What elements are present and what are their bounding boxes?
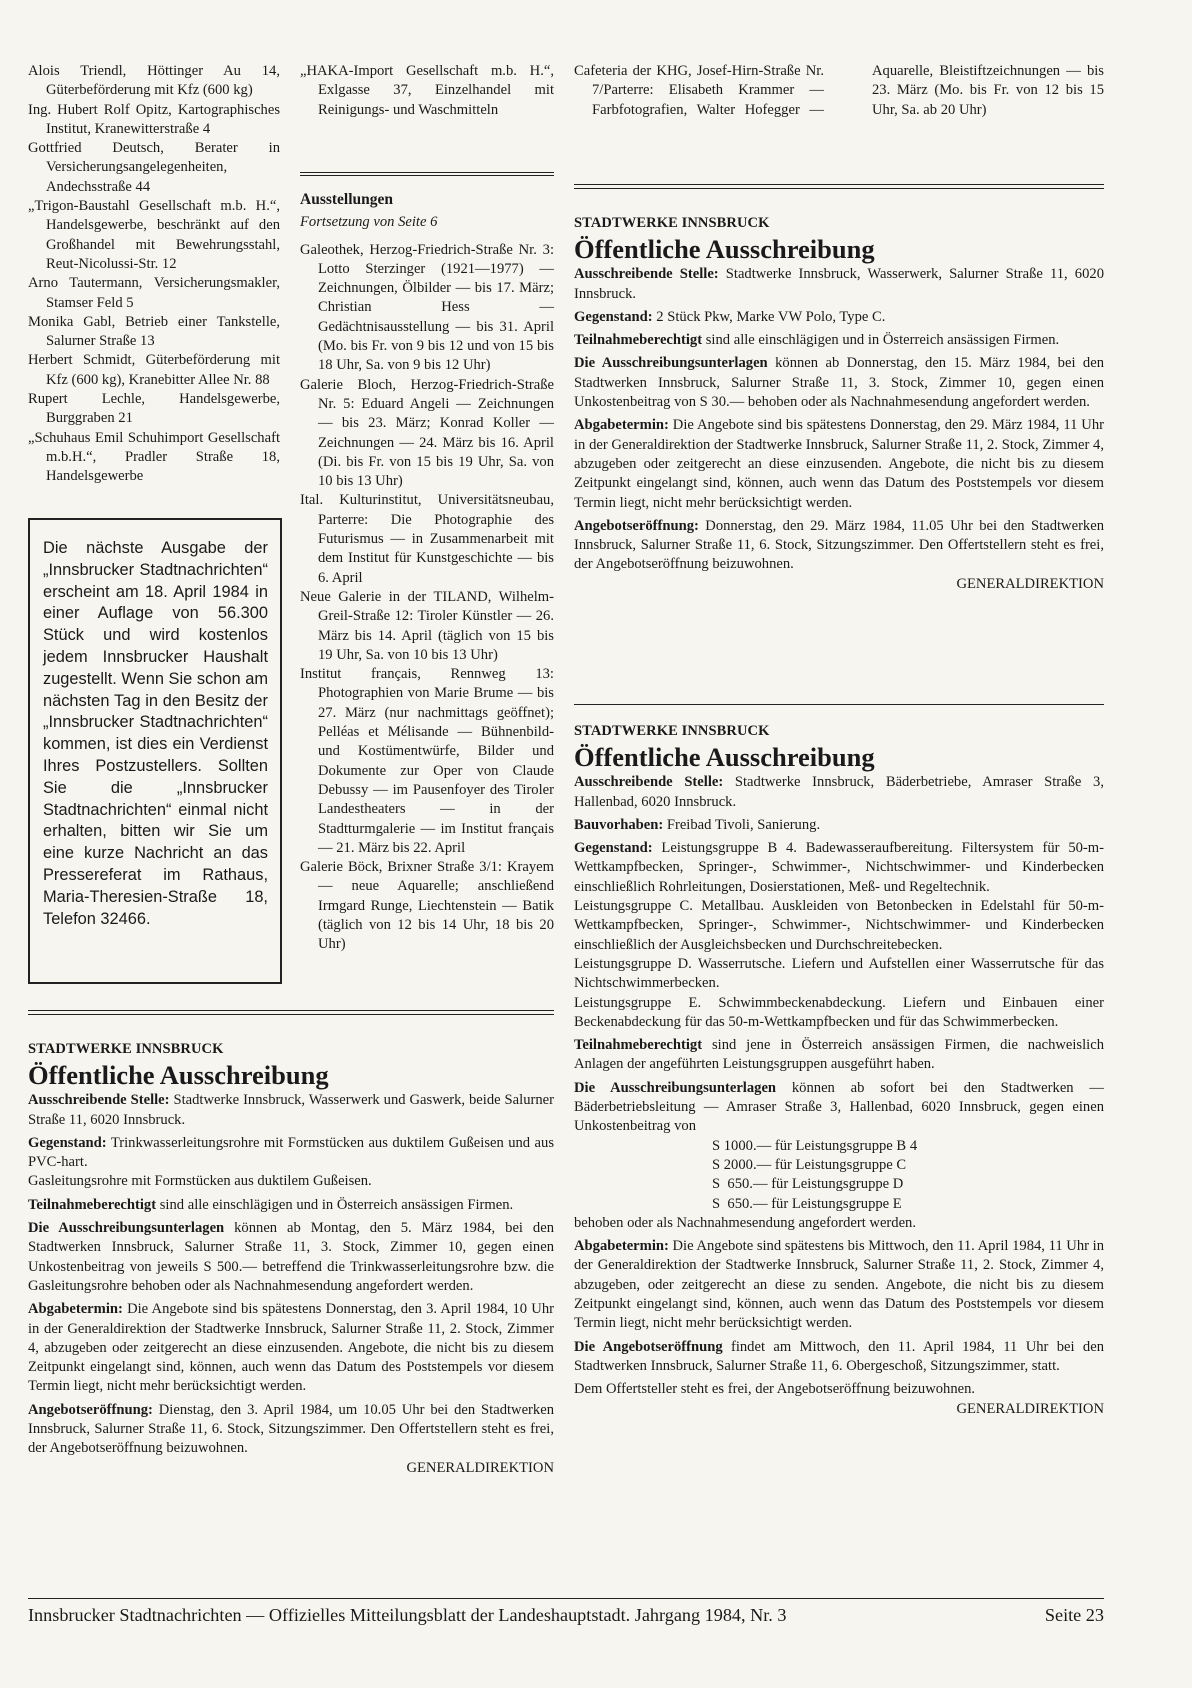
tender-paragraph: Leistungsgruppe E. Schwimmbeckenabdeckung. Liefern und Einbauen einer Beckenabdeckung für das 50-m-Wettkampfbecken und für das Schwimmerbecken. bbox=[574, 994, 1104, 1030]
section-label: STADTWERKE INNSBRUCK bbox=[574, 215, 770, 231]
section-label: STADTWERKE INNSBRUCK bbox=[574, 723, 770, 739]
tender-paragraph: Gegenstand: Leistungsgruppe B 4. Badewasseraufbereitung. Filtersystem für 50-m-Wettkampfbecken, Springer-, Schwimmer-, Nichtschwimmer- und Kinderbecken einschließlich Rohrleitungen, Dosierstationen, Meß- und Regeltechnik. bbox=[574, 840, 1104, 895]
tender-notice-vehicles bbox=[574, 214, 1104, 594]
registry-column-2 bbox=[300, 62, 554, 120]
registry-entry: „Trigon-Baustahl Gesellschaft m.b. H.“, Handelsgewerbe, beschränkt auf den Großhandel mit Bewehrungsstahl, Reut-Nicolussi-Str. 12 bbox=[28, 198, 280, 272]
page-footer bbox=[28, 1604, 1104, 1626]
tender-paragraph: Leistungsgruppe D. Wasserrutsche. Liefern und Aufstellen einer Wasserrutsche für das Nichtschwimmerbecken. bbox=[574, 955, 1104, 992]
section-label: STADTWERKE INNSBRUCK bbox=[28, 1041, 224, 1057]
section-heading: Öffentliche Ausschreibung bbox=[574, 742, 875, 773]
exhibition-entry: Institut français, Rennweg 13: Photographien von Marie Brume — bis 27. März (nur nachmittags geöffnet); Pelléas et Mélisande — Bühnenbild- und Kostümentwürfe, Bilder und Dokumente zur Oper von Claude Debussy — im Pausenfoyer des Tiroler Landestheaters — in der Stadtturmgalerie — im Institut français — 21. März bis 22. April bbox=[300, 666, 554, 856]
footer-publication: Innsbrucker Stadtnachrichten — Offizielles Mitteilungsblatt der Landeshauptstadt. Jahrgang 1984, Nr. 3 bbox=[28, 1605, 787, 1625]
registry-column-1 bbox=[28, 62, 280, 487]
section-divider bbox=[574, 704, 1104, 705]
notice-text: Die nächste Ausgabe der „Innsbrucker Stadtnachrichten“ erscheint am 18. April 1984 in einer Auflage von 56.300 Stück und wird kostenlos jedem Innsbrucker Haushalt zugestellt. Wenn Sie schon am nächsten Tag in den Besitz der „Innsbrucker Stadtnachrichten“ kommen, ist dies ein Verdienst Ihres Postzustellers. Sollten Sie die „Innsbrucker Stadtnachrichten“ einmal nicht erhalten, bitten wir Sie um eine kurze Nachricht an das Pressereferat im Rathaus, Maria-Theresien-Straße 18, Telefon 32466. bbox=[43, 539, 268, 928]
exhibition-entry: Ital. Kulturinstitut, Universitätsneubau, Parterre: Die Photographie des Futurismus — in Zusammenarbeit mit dem Institut für Kunstgeschichte — bis 6. April bbox=[300, 492, 554, 586]
signature: GENERALDIREKTION bbox=[956, 575, 1104, 592]
signature: GENERALDIREKTION bbox=[956, 1400, 1104, 1417]
tender-paragraph: Dem Offertsteller steht es frei, der Angebotseröffnung beizuwohnen. bbox=[574, 1381, 976, 1398]
divider bbox=[300, 175, 554, 176]
section-divider bbox=[28, 1010, 554, 1015]
tender-paragraph: Leistungsgruppe C. Metallbau. Auskleiden von Betonbecken in Edelstahl für 50-m-Wettkampfbecken, Springer-, Schwimmer-, Nichtschwimmer- und Kinderbecken einschließlich der Ausgleichsbecken und Durchschreitebecken. bbox=[574, 898, 1104, 953]
registry-entry: Ing. Hubert Rolf Opitz, Kartographisches Institut, Kranewitterstraße 4 bbox=[28, 101, 280, 137]
tender-paragraph: Teilnahmeberechtigt sind jene in Österreich ansässigen Firmen, die nachweislich Anlagen der angeführten Leistungsgruppen ausgeführt haben. bbox=[574, 1037, 1104, 1073]
tender-paragraph: Die Ausschreibungsunterlagen können ab Donnerstag, den 15. März 1984, bei den Stadtwerken Innsbruck, Salurner Straße 11, 3. Stock, Zimmer 10, gegen einen Unkostenbeitrag von S 30.— behoben oder als Nachnahmesendung angefordert werden. bbox=[574, 355, 1104, 411]
registry-entry: Gottfried Deutsch, Berater in Versicherungsangelegenheiten, Andechsstraße 44 bbox=[28, 140, 280, 195]
tender-paragraph: Ausschreibende Stelle: Stadtwerke Innsbruck, Bäderbetriebe, Amraser Straße 3, Hallenbad, 6020 Innsbruck. bbox=[574, 774, 1104, 810]
fee-line: S 1000.— für Leistungsgruppe B 4 bbox=[712, 1137, 918, 1154]
tender-paragraph: Ausschreibende Stelle: Stadtwerke Innsbruck, Wasserwerk, Salurner Straße 11, 6020 Innsbruck. bbox=[574, 266, 1104, 302]
tender-paragraph: Angebotseröffnung: Dienstag, den 3. April 1984, um 10.05 Uhr bei den Stadtwerken Innsbruck, Salurner Straße 11, 6. Stock, Sitzungszimmer. Den Offertstellern steht es frei, der Angebotseröffnung beizuwohnen. bbox=[28, 1401, 554, 1457]
tender-paragraph: Ausschreibende Stelle: Stadtwerke Innsbruck, Wasserwerk und Gaswerk, beide Salurner Straße 11, 6020 Innsbruck. bbox=[28, 1092, 554, 1128]
registry-entry: Arno Tautermann, Versicherungsmakler, Stamser Feld 5 bbox=[28, 275, 280, 311]
tender-paragraph: Abgabetermin: Die Angebote sind bis spätestens Donnerstag, den 29. März 1984, 11 Uhr in der Generaldirektion der Stadtwerke Innsbruck, Salurner Straße 11, 2. Stock, Zimmer 4, abzugeben oder zeitgerecht an diese einzusenden. Angebote, die nicht bis zu diesem Zeitpunkt eingelangt sind, können, auch wenn das Datum des Poststempels vor diesem Termin liegt, nicht mehr berücksichtigt werden. bbox=[574, 417, 1104, 511]
section-heading: Öffentliche Ausschreibung bbox=[574, 234, 875, 265]
tender-paragraph: Teilnahmeberechtigt sind alle einschlägigen und in Österreich ansässigen Firmen. bbox=[28, 1196, 514, 1213]
tender-paragraph: Gasleitungsrohre mit Formstücken aus duktilem Gußeisen. bbox=[28, 1173, 372, 1190]
fee-line: S 2000.— für Leistungsgruppe C bbox=[712, 1156, 907, 1173]
exhibition-entry: Galerie Böck, Brixner Straße 3/1: Krayem — neue Aquarelle; anschließend Irmgard Runge, Liechtenstein — Batik (täglich von 12 bis 14 Uhr, 18 bis 20 Uhr) bbox=[300, 859, 554, 953]
signature: GENERALDIREKTION bbox=[406, 1459, 554, 1476]
footer-rule bbox=[28, 1598, 1104, 1599]
registry-entry: Monika Gabl, Betrieb einer Tankstelle, Salurner Straße 13 bbox=[28, 313, 280, 350]
tender-paragraph: Abgabetermin: Die Angebote sind bis spätestens Donnerstag, den 3. April 1984, 10 Uhr in der Generaldirektion der Stadtwerke Innsbruck, Salurner Straße 11, 2. Stock, Zimmer 4, abzugeben oder zeitgerecht an diese einzusenden. Angebote, die nicht bis zu diesem Zeitpunkt eingelangt sind, können, auch wenn das Datum des Poststempels vor diesem Termin liegt, nicht mehr berücksichtigt werden. bbox=[28, 1301, 554, 1395]
tender-paragraph: Die Angebotseröffnung findet am Mittwoch, den 11. April 1984, 11 Uhr bei den Stadtwerken Innsbruck, Salurner Straße 11, 6. Obergeschoß, Sitzungszimmer, statt. bbox=[574, 1338, 1105, 1374]
exhibition-entry: Cafeteria der KHG, Josef-Hirn-Straße Nr. 7/Parterre: Elisabeth Krammer — Farbfotografien, Walter Hofegger — Aquarelle, Bleistiftzeichnungen — bis 23. März (Mo. bis Fr. von 12 bis 15 Uhr, Sa. ab 20 Uhr) bbox=[574, 63, 1104, 118]
tender-paragraph: Teilnahmeberechtigt sind alle einschlägigen und in Österreich ansässigen Firmen. bbox=[574, 332, 1060, 349]
tender-paragraph: behoben oder als Nachnahmesendung angefordert werden. bbox=[574, 1214, 917, 1231]
fee-line: S 650.— für Leistungsgruppe D bbox=[712, 1176, 904, 1193]
exhibition-entry: Galerie Bloch, Herzog-Friedrich-Straße Nr. 5: Eduard Angeli — Zeichnungen — bis 23. März; Konrad Koller — Zeichnungen — 24. März bis 16. April (Di. bis Fr. von 15 bis 19 Uhr, Sa. von 10 bis 13 Uhr) bbox=[300, 376, 554, 490]
registry-entry: Rupert Lechle, Handelsgewerbe, Burggraben 21 bbox=[28, 391, 280, 427]
exhibition-entry: Neue Galerie in der TILAND, Wilhelm-Greil-Straße 12: Tiroler Künstler — 26. März bis 14. April (täglich von 15 bis 19 Uhr, Sa. von 10 bis 13 Uhr) bbox=[300, 588, 554, 663]
fee-line: S 650.— für Leistungsgruppe E bbox=[712, 1195, 902, 1212]
exhibitions-section bbox=[300, 190, 554, 955]
tender-paragraph: Gegenstand: Trinkwasserleitungsrohre mit Formstücken aus duktilem Gußeisen und aus PVC-hart. bbox=[28, 1134, 554, 1171]
exhibitions-subtitle: Fortsetzung von Seite 6 bbox=[300, 214, 438, 231]
exhibitions-title: Ausstellungen bbox=[300, 191, 394, 208]
tender-notice-pipes bbox=[28, 1040, 554, 1478]
registry-entry: Alois Triendl, Höttinger Au 14, Güterbeförderung mit Kfz (600 kg) bbox=[28, 63, 280, 99]
registry-entry: „HAKA-Import Gesellschaft m.b. H.“, Exlgasse 37, Einzelhandel mit Reinigungs- und Waschmitteln bbox=[300, 63, 554, 118]
section-heading: Öffentliche Ausschreibung bbox=[28, 1060, 329, 1091]
page-number: Seite 23 bbox=[1044, 1605, 1104, 1625]
fee-list bbox=[574, 1137, 1104, 1214]
exhibitions-continued bbox=[574, 62, 1104, 120]
registry-entry: Herbert Schmidt, Güterbeförderung mit Kfz (600 kg), Kranebitter Allee Nr. 88 bbox=[28, 352, 280, 388]
exhibition-entry: Galeothek, Herzog-Friedrich-Straße Nr. 3: Lotto Sterzinger (1921—1977) — Zeichnungen, Ölbilder — bis 17. März; Christian Hess — Gedächtnisausstellung — bis 31. April (Mo. bis Fr. von 9 bis 12 und von 15 bis 18 Uhr, Sa. von 9 bis 12 Uhr) bbox=[300, 241, 554, 374]
tender-paragraph: Gegenstand: 2 Stück Pkw, Marke VW Polo, Type C. bbox=[574, 308, 886, 325]
notice-box bbox=[28, 518, 282, 984]
tender-paragraph: Abgabetermin: Die Angebote sind spätestens bis Mittwoch, den 11. April 1984, 11 Uhr in der Generaldirektion der Stadtwerke Innsbruck, Salurner Straße 11, 2. Stock, Zimmer 4, abzugeben, oder zeitgerecht an diese zu senden. Angebote, die nicht bis zu diesem Zeitpunkt eingelangt sind, können, auch wenn das Datum des Poststempels vor diesem Termin liegt, nicht mehr berücksichtigt werden. bbox=[574, 1238, 1104, 1332]
registry-entry: „Schuhaus Emil Schuhimport Gesellschaft m.b.H.“, Pradler Straße 18, Handelsgewerbe bbox=[28, 429, 280, 485]
section-divider bbox=[574, 184, 1104, 189]
tender-paragraph: Angebotseröffnung: Donnerstag, den 29. März 1984, 11.05 Uhr bei den Stadtwerken Innsbruck, Salurner Straße 11, 6. Stock, Sitzungszimmer. Den Offertstellern steht es frei, der Angebotseröffnung beizuwohnen. bbox=[574, 517, 1104, 573]
tender-paragraph: Die Ausschreibungsunterlagen können ab Montag, den 5. März 1984, bei den Stadtwerken Innsbruck, Salurner Straße 11, 3. Stock, Zimmer 10, gegen einen Unkostenbeitrag von jeweils S 500.— betreffend die Trinkwasserleitungsrohre bzw. die Gasleitungsrohre behoben oder als Nachnahmesendung angefordert werden. bbox=[28, 1220, 554, 1294]
divider bbox=[300, 172, 554, 173]
tender-notice-pool bbox=[574, 722, 1104, 1419]
tender-paragraph: Bauvorhaben: Freibad Tivoli, Sanierung. bbox=[574, 816, 821, 833]
tender-paragraph: Die Ausschreibungsunterlagen können ab sofort bei den Stadtwerken — Bäderbetriebsleitung — Amraser Straße 3, Hallenbad, 6020 Innsbruck, gegen einen Unkostenbeitrag von bbox=[574, 1079, 1105, 1135]
